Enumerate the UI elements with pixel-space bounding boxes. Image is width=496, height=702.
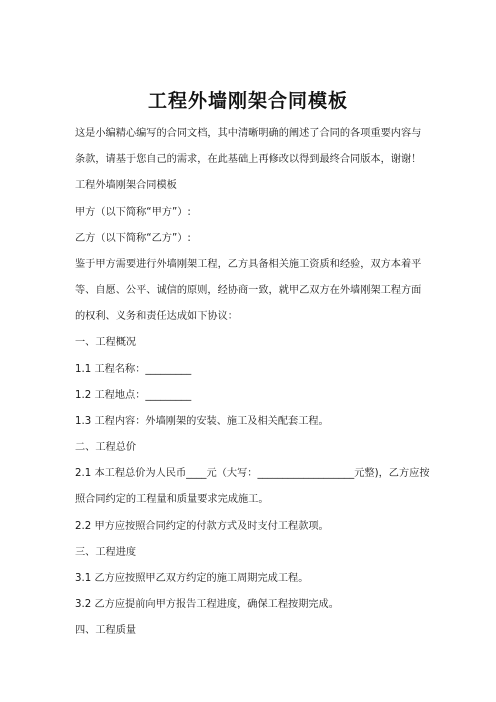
party-a-line: 甲方（以下简称“甲方”）: [75, 207, 191, 218]
section-heading-4: 四、工程质量 [75, 625, 137, 636]
clause-1-3: 1.3 工程内容：外墙刚架的安装、施工及相关配套工程。 [75, 416, 329, 427]
section-heading-2: 二、工程总价 [75, 442, 137, 453]
party-b-line: 乙方（以下简称“乙方”）: [75, 233, 191, 244]
clause-3-2: 3.2 乙方应提前向甲方报告工程进度，确保工程按期完成。 [75, 599, 339, 610]
preamble-line-1: 鉴于甲方需要进行外墙刚架工程，乙方具备相关施工资质和经验，双方本着平 [75, 259, 422, 270]
subtitle-line: 工程外墙刚架合同模板 [75, 180, 177, 191]
section-heading-3: 三、工程进度 [75, 547, 137, 558]
section-heading-1: 一、工程概况 [75, 337, 137, 348]
intro-line-2: 条款，请基于您自己的需求，在此基础上再修改以得到最终合同版本，谢谢！ [75, 154, 422, 165]
clause-1-2: 1.2 工程地点：_________ [75, 390, 192, 401]
clause-3-1: 3.1 乙方应按照甲乙双方约定的施工周期完成工程。 [75, 573, 309, 584]
preamble-line-2: 等、自愿、公平、诚信的原则，经协商一致，就甲乙双方在外墙刚架工程方面 [75, 285, 422, 296]
clause-2-2: 2.2 甲方应按照合同约定的付款方式及时支付工程款项。 [75, 521, 329, 532]
clause-1-1: 1.1 工程名称：_________ [75, 364, 192, 375]
clause-2-1-line-1: 2.1 本工程总价为人民币____元（大写：___________________元整)，乙方应按 [75, 468, 430, 479]
intro-line-1: 这是小编精心编写的合同文档，其中清晰明确的阐述了合同的各项重要内容与 [75, 128, 422, 139]
clause-2-1-line-2: 照合同约定的工程量和质量要求完成施工。 [75, 494, 269, 505]
preamble-line-3: 的权利、义务和责任达成如下协议： [75, 311, 238, 322]
document-title: 工程外墙刚架合同模板 [147, 90, 348, 112]
